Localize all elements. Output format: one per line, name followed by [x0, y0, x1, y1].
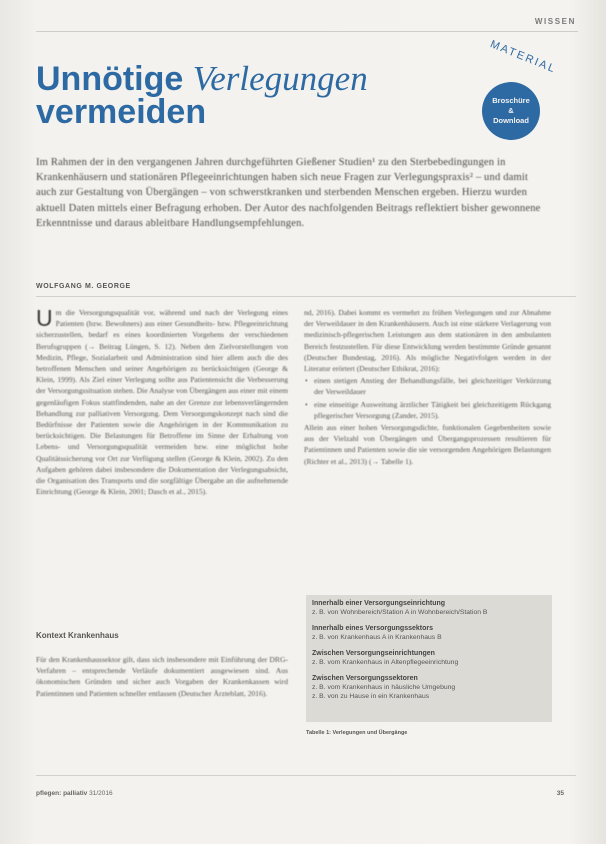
footer-publication [36, 790, 113, 797]
title-word-bold: Unnötige [36, 60, 184, 98]
bullet-item: • einen stetigen Anstieg der Behandlungsfälle, bei gleichzeitiger Verkürzung der Verweildauer [304, 375, 551, 397]
table-row [312, 674, 546, 701]
magazine-name: pflegen: palliativ [36, 790, 88, 797]
table-row-example: z. B. von Wohnbereich/Station A in Wohnbereich/Station B [312, 609, 488, 616]
body-column-left-2: Für den Krankenhaussektor gilt, dass sich insbesondere mit Einführung der DRG-Verfahren – entsprechende Verläufe dokumentiert ausgewiesen sind. Aus ökonomischen Gründen und sicher auch Vorgaben der Krankenkassen wird Patientinnen und Patienten schneller entlassen (Deutscher Ärzteblatt, 2016). [36, 655, 288, 698]
table-infobox [306, 595, 552, 722]
table-row-example: z. B. von Krankenhaus A in Krankenhaus B [312, 634, 442, 641]
material-label: MATERIAL [488, 38, 558, 76]
table-row-example: z. B. vom Krankenhaus in häusliche Umgebung [312, 684, 456, 691]
table-row-title: Zwischen Versorgungssektoren [312, 675, 418, 682]
header-divider [36, 31, 578, 32]
body-text-right: nd, 2016). Dabei kommt es vermehrt zu frühen Verlegungen und zur Abnahme der Verweildauer in den Krankenhäusern. Auch ist eine stärkere Verlagerung von medizinisch-pflegerischen Leistungen aus dem stationären in den ambulanten Bereich festzustellen. Für diese Entwicklung werden bestimmte Gründe genannt (Deutscher Bundestag, 2016). Als mögliche Negativfolgen werden in der Literatur erörtert (Deutscher Ethikrat, 2016): [304, 308, 551, 374]
table-row [312, 624, 546, 642]
bullet-item: • eine einseitige Ausweitung ärztlicher Tätigkeit bei gleichzeitigem Rückgang pflegerischer Versorgung (Zander, 2015). [304, 399, 551, 421]
lead-paragraph: Im Rahmen der in den vergangenen Jahren durchgeführten Gießener Studien¹ zu den Sterbebedingungen in Krankenhäusern und stationären Pflegeeinrichtungen haben sich neue Fragen zur Verlegungspraxis² – und damit auch zur Gestaltung von Übergängen – von schwerstkranken und sterbenden Menschen ergeben. Hierzu wurden aktuell Daten mittels einer Befragung erhoben. Der Autor des nachfolgenden Beitrags reflektiert bisher gewonnene Erkenntnisse und daraus ableitbare Handlungsempfehlungen. [36, 157, 541, 229]
title-word-italic: Verlegungen [192, 59, 368, 98]
table-caption: Tabelle 1: Verlegungen und Übergänge [306, 730, 408, 736]
table-row-title: Innerhalb einer Versorgungseinrichtung [312, 600, 446, 607]
table-row [312, 649, 546, 667]
drop-cap: U [36, 305, 53, 331]
body-column-right [304, 307, 551, 467]
badge-line1: Broschüre [492, 96, 530, 105]
body-text-right-2: Allein aus einer hohen Versorgungsdichte, funktionalen Gegebenheiten sowie aus der Vielzahl von Übergängen und Übergangsprozessen resultieren für Patientinnen und Patienten sowie die sie versorgenden Angehörigen Belastungen (Richter et al., 2013) (→ Tabelle 1). [304, 423, 551, 466]
table-row [312, 599, 546, 617]
footer-divider [36, 775, 576, 776]
table-row-title: Zwischen Versorgungseinrichtungen [312, 650, 435, 657]
table-row-example: z. B. von zu Hause in ein Krankenhaus [312, 693, 430, 700]
table-row-title: Innerhalb eines Versorgungssektors [312, 625, 433, 632]
body-text-left: m die Versorgungsqualität vor, während und nach der Verlegung eines Patienten (bzw. Bewohners) aus einer Gesundheits- bzw. Pflegeeinrichtung sicherzustellen, bedarf es eines koordinierten Vorgehens der verschiedenen Berufsgruppen (→ Beitrag Lüngen, S. 12). Neben den Zielvorstellungen von Medizin, Pflege, Sozialarbeit und Administration sind hier allem auch die des betroffenen Menschen und seiner Angehörigen zu berücksichtigen (George & Klein, 1999). Als Ziel einer Verlegung sollte aus Patientensicht die Verbesserung der Versorgungssituation stehen. Die Analyse von Übergängen aus einer mit einem gegenläufigen Fokus stattfindenden, nahe an der Grenze zur lebensverlängernden Behandlung zur palliativen Versorgung. Dem Versorgungskonzept nach sind die Bedürfnisse der Patienten sowie die Angehörigen in der Kommunikation zu berücksichtigen. Die Belastungen für Betroffene im Sinne der Erhaltung von Lebens- und Versorgungsqualität vermeiden bzw. eine möglichst hohe Qualitätssicherung vor Ort zur Verfügung stellen (George & Klein, 2002). Zu den Aufgaben gehören dabei insbesondere die Dokumentation der Verlegungsabsicht, die Organisation des Transports und die sorgfältige Übergabe an die aufnehmende Einrichtung (George & Klein, 2001; Dasch et al., 2015). [36, 308, 288, 497]
badge-line3: Download [493, 116, 529, 125]
body-column-left [36, 307, 288, 497]
download-badge[interactable] [482, 82, 540, 140]
section-label: WISSEN [534, 17, 576, 26]
page-number: 35 [556, 790, 564, 797]
badge-line2: & [508, 106, 514, 115]
author-divider [36, 296, 576, 297]
article-title [36, 59, 456, 131]
table-row-example: z. B. vom Krankenhaus in Altenpflegeeinrichtung [312, 659, 459, 666]
subheading: Kontext Krankenhaus [36, 631, 119, 640]
issue-number: 31/2016 [89, 790, 113, 797]
title-line2: vermeiden [36, 93, 207, 131]
author-byline: WOLFGANG M. GEORGE [36, 283, 131, 290]
